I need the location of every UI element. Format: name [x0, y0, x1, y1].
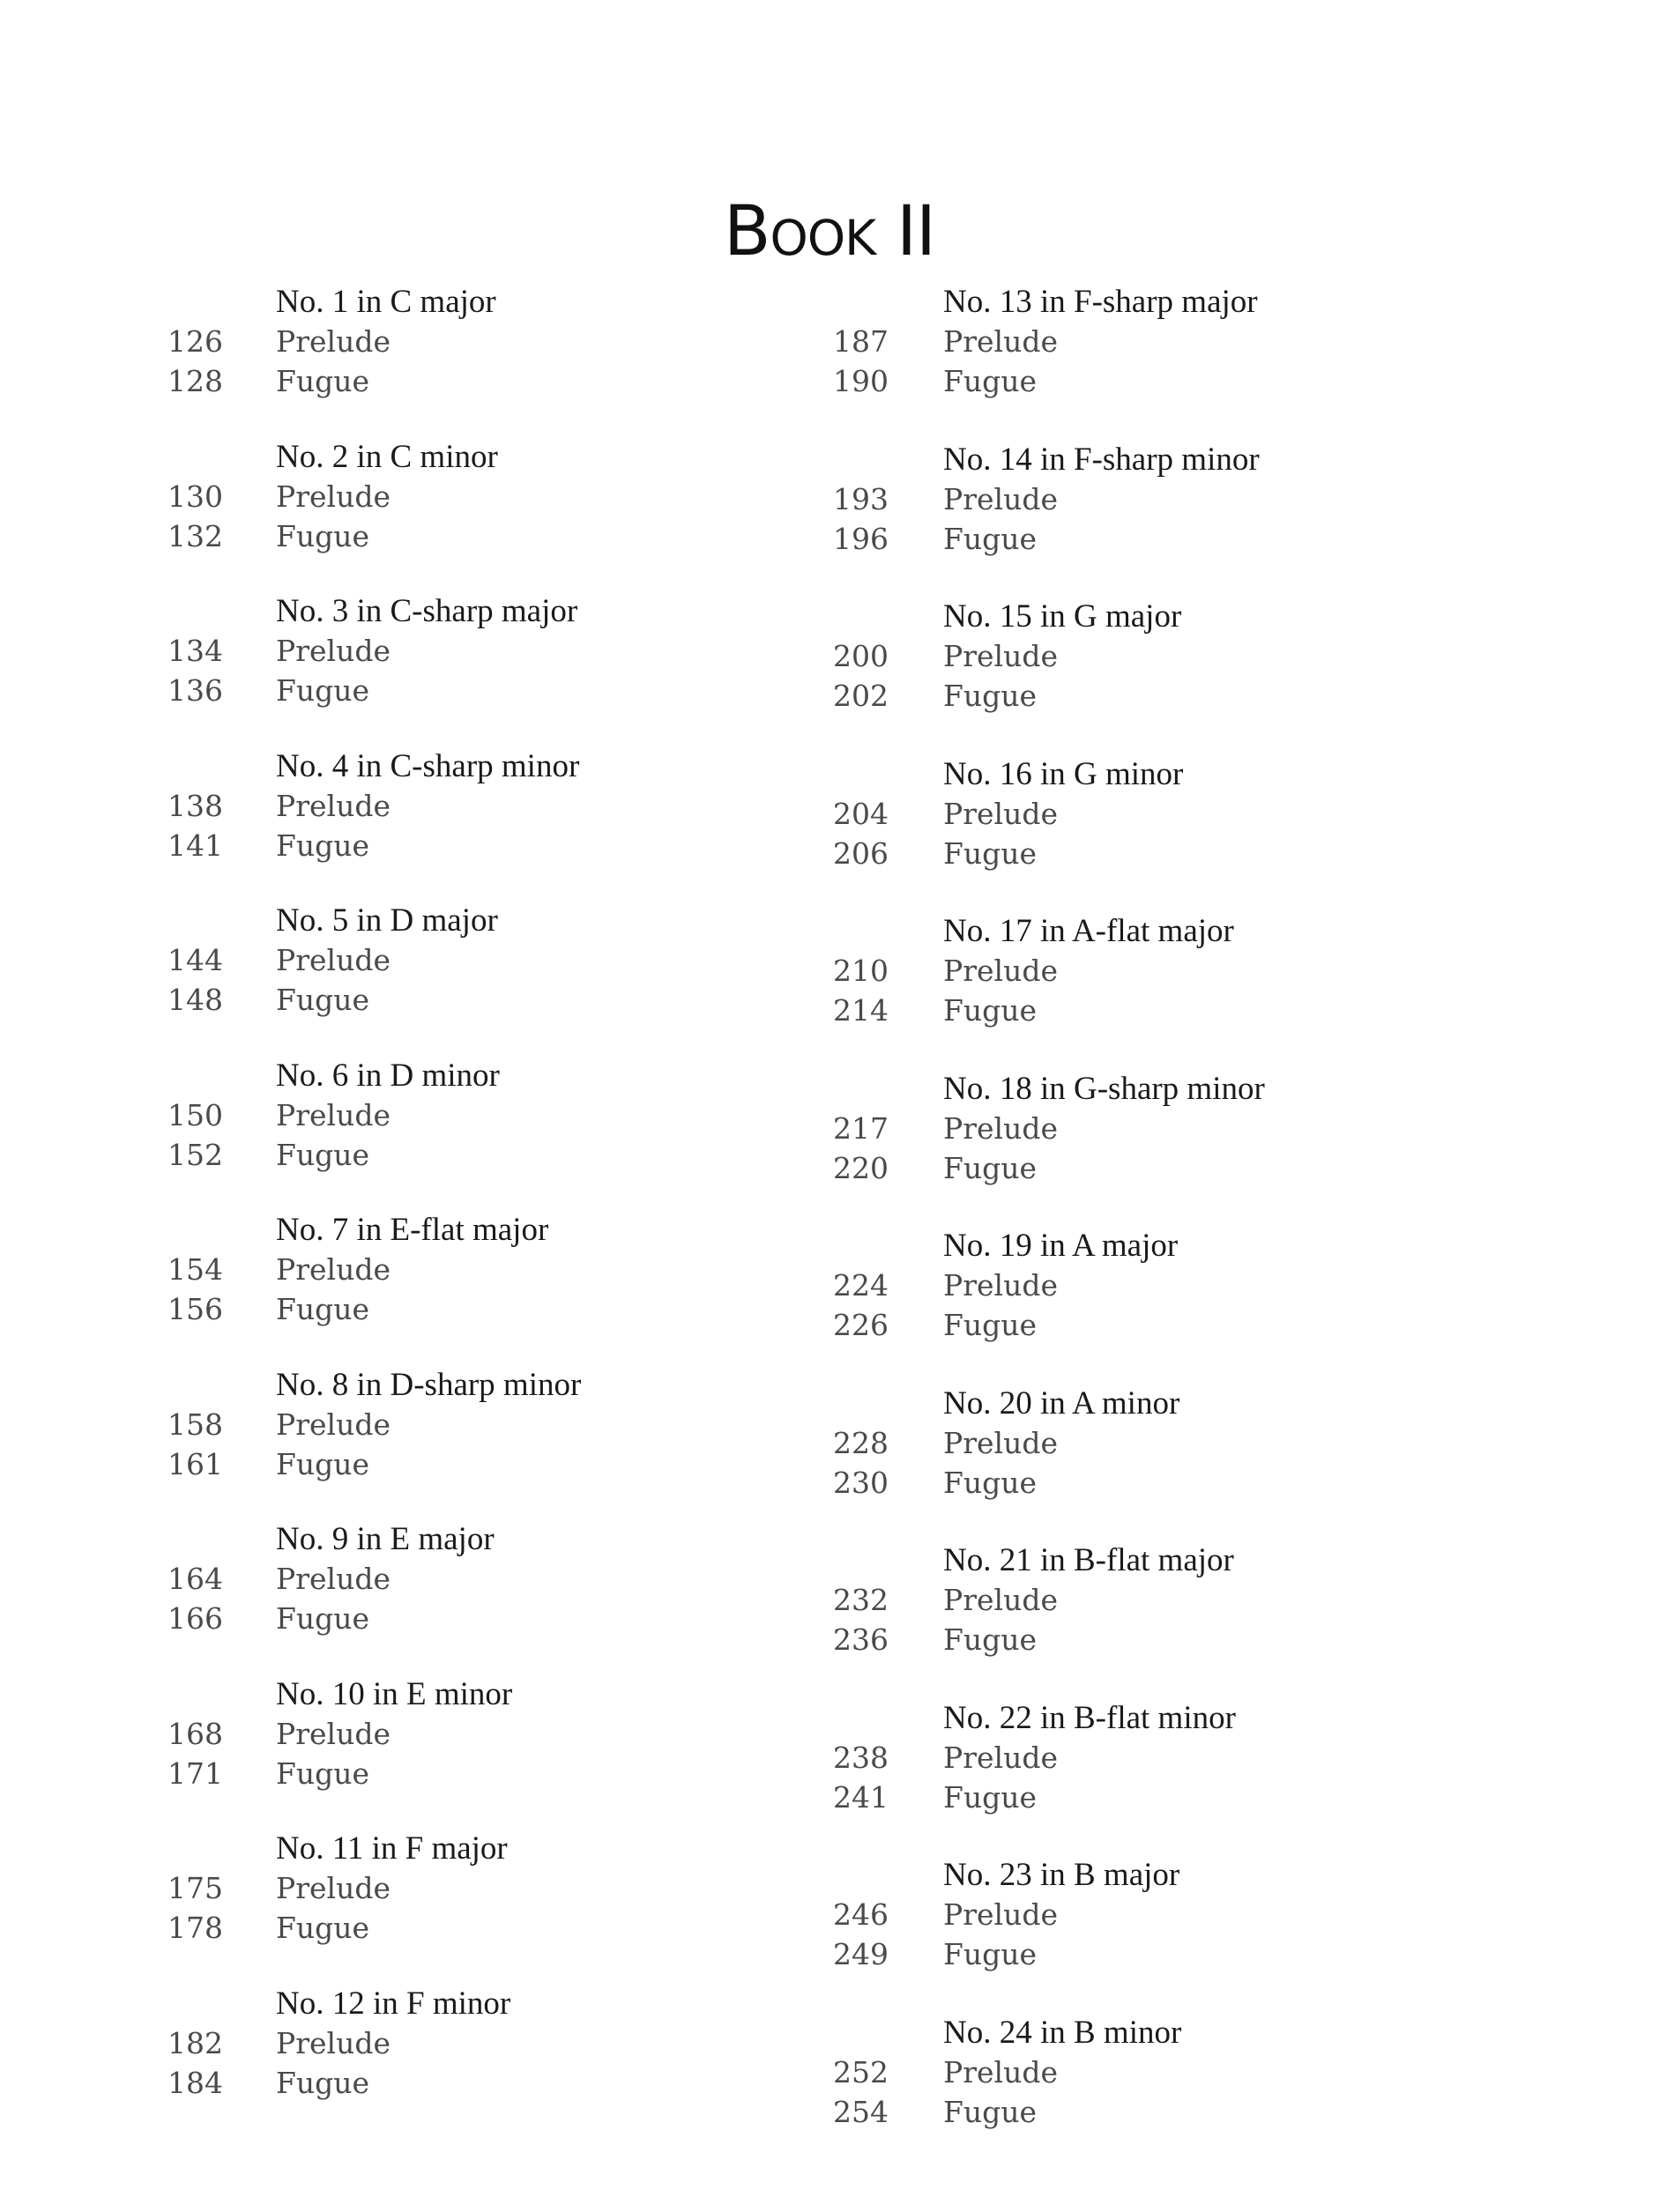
piece-heading: No. 8 in D-sharp minor [276, 1366, 582, 1403]
prelude-entry: Prelude [276, 1407, 391, 1442]
piece-heading: No. 15 in G major [943, 598, 1182, 635]
page-number: 238 [833, 1740, 889, 1775]
fugue-entry: Fugue [276, 1911, 370, 1945]
fugue-entry: Fugue [276, 1601, 370, 1636]
fugue-entry: Fugue [943, 1622, 1038, 1657]
page-number: 134 [167, 634, 223, 668]
fugue-entry: Fugue [943, 2094, 1038, 2129]
page-number: 182 [167, 2025, 223, 2060]
page-number: 241 [833, 1779, 889, 1815]
prelude-entry: Prelude [276, 2025, 391, 2060]
piece-heading: No. 6 in D minor [276, 1057, 500, 1094]
fugue-entry: Fugue [276, 518, 370, 553]
piece-heading: No. 23 in B major [943, 1857, 1180, 1893]
fugue-entry: Fugue [276, 2065, 370, 2100]
piece-heading: No. 24 in B minor [943, 2014, 1182, 2051]
prelude-entry: Prelude [276, 1716, 391, 1751]
prelude-entry: Prelude [276, 788, 391, 823]
piece-heading: No. 13 in F-sharp major [943, 284, 1258, 320]
fugue-entry: Fugue [276, 1137, 370, 1172]
page-number: 190 [833, 364, 889, 398]
prelude-entry: Prelude [943, 1268, 1058, 1303]
page-number: 196 [833, 521, 889, 556]
piece-heading: No. 10 in E minor [276, 1675, 513, 1712]
prelude-entry: Prelude [943, 481, 1058, 516]
fugue-entry: Fugue [276, 983, 370, 1017]
piece-heading: No. 19 in A major [943, 1228, 1179, 1264]
prelude-entry: Prelude [276, 479, 391, 514]
page-number: 154 [167, 1252, 223, 1287]
page-number: 141 [167, 828, 223, 863]
piece-heading: No. 17 in A-flat major [943, 913, 1234, 949]
fugue-entry: Fugue [943, 835, 1038, 871]
page-number: 161 [167, 1446, 223, 1481]
fugue-entry: Fugue [276, 828, 370, 863]
page-number: 156 [167, 1292, 223, 1326]
page-number: 166 [167, 1601, 223, 1636]
piece-heading: No. 2 in C minor [276, 438, 498, 475]
fugue-entry: Fugue [943, 1937, 1038, 1971]
piece-heading: No. 5 in D major [276, 902, 498, 939]
prelude-entry: Prelude [943, 1425, 1058, 1460]
page-number: 168 [167, 1716, 223, 1751]
piece-heading: No. 11 in F major [276, 1830, 508, 1867]
prelude-entry: Prelude [276, 943, 391, 977]
page-number: 252 [833, 2054, 889, 2090]
prelude-entry: Prelude [276, 634, 391, 668]
page-number: 230 [833, 1465, 889, 1500]
prelude-entry: Prelude [276, 1097, 391, 1132]
page-number: 144 [167, 943, 223, 977]
page-number: 249 [833, 1937, 889, 1971]
prelude-entry: Prelude [943, 1110, 1058, 1146]
page-number: 138 [167, 788, 223, 823]
page-number: 184 [167, 2065, 223, 2100]
page-number: 202 [833, 679, 889, 713]
fugue-entry: Fugue [276, 673, 370, 708]
piece-heading: No. 16 in G minor [943, 755, 1184, 792]
prelude-entry: Prelude [943, 639, 1058, 673]
piece-heading: No. 3 in C-sharp major [276, 593, 578, 629]
page-number: 200 [833, 639, 889, 673]
page-number: 171 [167, 1755, 223, 1791]
fugue-entry: Fugue [943, 1465, 1038, 1500]
page-number: 128 [167, 364, 223, 398]
fugue-entry: Fugue [943, 1150, 1038, 1185]
fugue-entry: Fugue [943, 679, 1038, 713]
prelude-entry: Prelude [943, 324, 1058, 359]
page-number: 126 [167, 324, 223, 359]
page-number: 232 [833, 1583, 889, 1617]
prelude-entry: Prelude [943, 796, 1058, 831]
piece-heading: No. 21 in B-flat major [943, 1542, 1234, 1578]
page-number: 187 [833, 324, 889, 359]
page-number: 220 [833, 1150, 889, 1185]
prelude-entry: Prelude [276, 1252, 391, 1287]
page-number: 132 [167, 518, 223, 553]
page-number: 226 [833, 1308, 889, 1342]
prelude-entry: Prelude [276, 1871, 391, 1905]
page-number: 175 [167, 1871, 223, 1905]
fugue-entry: Fugue [943, 993, 1038, 1028]
page-number: 214 [833, 993, 889, 1028]
piece-heading: No. 22 in B-flat minor [943, 1699, 1236, 1736]
page-title [0, 192, 1659, 271]
page-number: 164 [167, 1562, 223, 1596]
fugue-entry: Fugue [943, 521, 1038, 556]
piece-heading: No. 20 in A minor [943, 1384, 1180, 1421]
page-number: 150 [167, 1097, 223, 1132]
page-number: 228 [833, 1425, 889, 1460]
prelude-entry: Prelude [943, 954, 1058, 988]
page-number: 148 [167, 983, 223, 1017]
fugue-entry: Fugue [943, 1308, 1038, 1342]
piece-heading: No. 7 in E-flat major [276, 1212, 549, 1248]
page-number: 236 [833, 1622, 889, 1657]
page-number: 254 [833, 2094, 889, 2129]
page-number: 206 [833, 835, 889, 871]
piece-heading: No. 14 in F-sharp minor [943, 441, 1260, 478]
page-number: 210 [833, 954, 889, 988]
page-number: 158 [167, 1407, 223, 1442]
prelude-entry: Prelude [276, 324, 391, 359]
piece-heading: No. 9 in E major [276, 1521, 495, 1557]
page-number: 246 [833, 1897, 889, 1932]
page-title-text: Book II [724, 192, 935, 271]
page-number: 193 [833, 481, 889, 516]
fugue-entry: Fugue [276, 364, 370, 398]
fugue-entry: Fugue [943, 1779, 1038, 1815]
prelude-entry: Prelude [943, 1583, 1058, 1617]
piece-heading: No. 1 in C major [276, 284, 496, 320]
piece-heading: No. 18 in G-sharp minor [943, 1070, 1265, 1107]
fugue-entry: Fugue [276, 1292, 370, 1326]
page-number: 204 [833, 796, 889, 831]
page-number: 224 [833, 1268, 889, 1303]
fugue-entry: Fugue [943, 364, 1038, 398]
page-number: 136 [167, 673, 223, 708]
page-number: 178 [167, 1911, 223, 1945]
piece-heading: No. 4 in C-sharp minor [276, 747, 580, 784]
prelude-entry: Prelude [943, 1897, 1058, 1932]
fugue-entry: Fugue [276, 1446, 370, 1481]
page-number: 130 [167, 479, 223, 514]
fugue-entry: Fugue [276, 1755, 370, 1791]
prelude-entry: Prelude [943, 2054, 1058, 2090]
page-number: 217 [833, 1110, 889, 1146]
page-number: 152 [167, 1137, 223, 1172]
prelude-entry: Prelude [943, 1740, 1058, 1775]
piece-heading: No. 12 in F minor [276, 1985, 511, 2022]
prelude-entry: Prelude [276, 1562, 391, 1596]
